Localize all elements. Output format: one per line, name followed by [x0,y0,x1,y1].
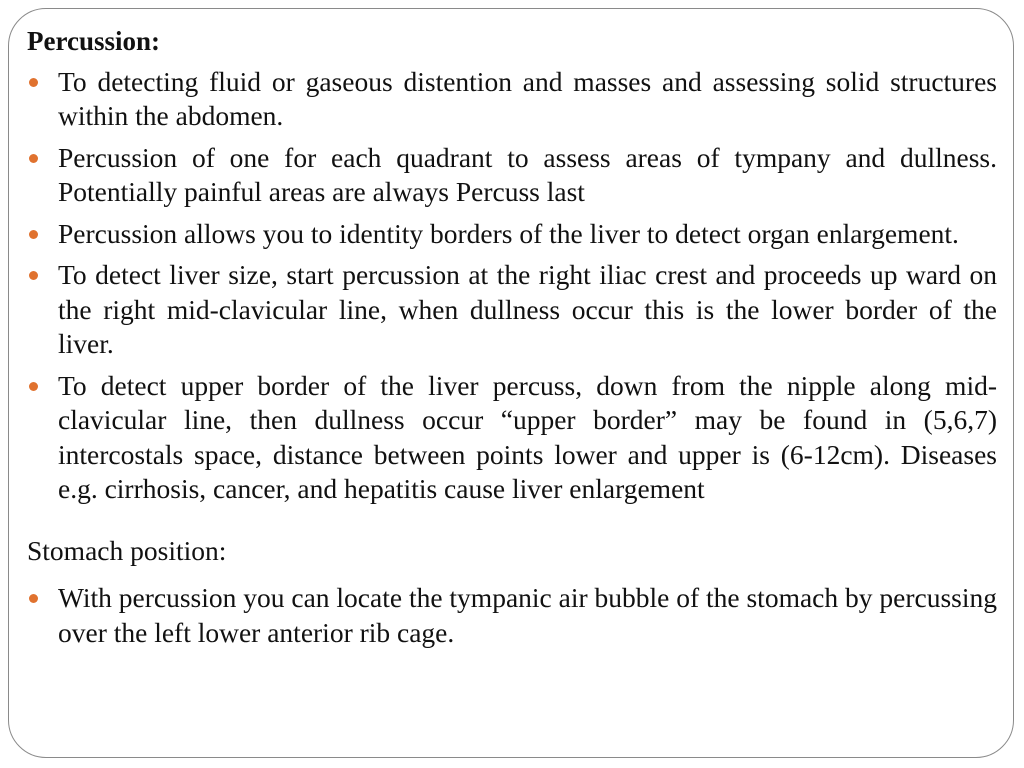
stomach-subheading: Stomach position: [27,534,227,566]
bullet-text: To detect liver size, start percussion at the right iliac crest and proceeds up ward on the right mid-clavicular line, when dullness occur this is the lower border of the liver. [58,259,997,359]
bullet-dot-icon [29,271,38,280]
slide-content [27,24,997,657]
bullet-text: With percussion you can locate the tympanic air bubble of the stomach by percussing over the left lower anterior rib cage. [58,582,997,648]
stomach-bullet-list [27,581,997,650]
bullet-dot-icon [29,230,38,239]
bullet-dot-icon [29,594,38,603]
bullet-text: To detecting fluid or gaseous distention and masses and assessing solid structures within the abdomen. [58,65,997,131]
bullet-dot-icon [29,382,38,391]
bullet-item [27,217,997,252]
bullet-text: To detect upper border of the liver percuss, down from the nipple along mid-clavicular line, then dullness occur “upper border” may be found in (5,6,7) intercostals space, distance between points lower and upper is (6-12cm). Diseases e.g. cirrhosis, cancer, and hepatitis cause liver enlargement [58,369,997,504]
bullet-item [27,369,997,507]
bullet-dot-icon [29,78,38,87]
percussion-bullet-list [27,65,997,507]
bullet-item [27,258,997,362]
bullet-item [27,581,997,650]
slide-heading: Percussion: [27,26,160,56]
bullet-text: Percussion of one for each quadrant to assess areas of tympany and dullness. Potentially painful areas are always Percuss last [58,141,997,207]
bullet-item [27,141,997,210]
bullet-dot-icon [29,154,38,163]
bullet-item [27,65,997,134]
bullet-text: Percussion allows you to identity borders of the liver to detect organ enlargement. [58,217,959,249]
